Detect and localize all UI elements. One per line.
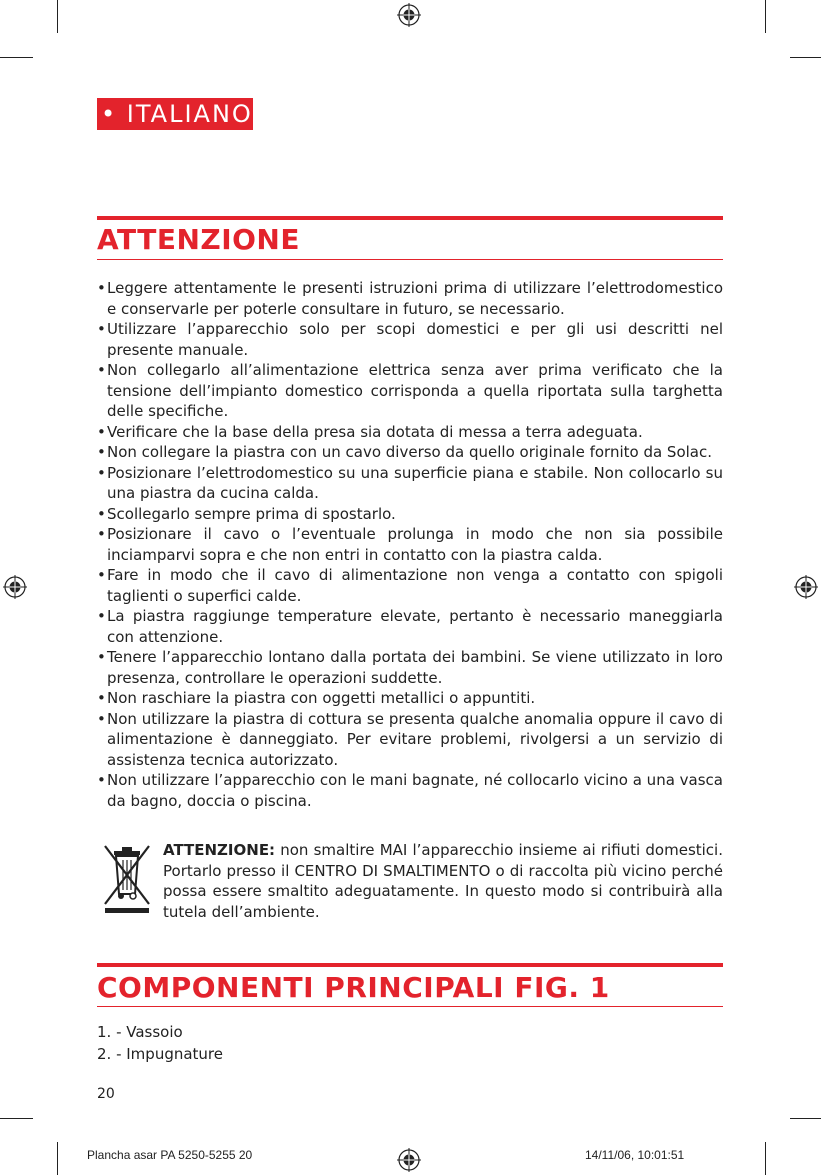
registration-mark-icon (397, 1148, 421, 1172)
list-item: • La piastra raggiunge temperature elevate, pertanto è necessario maneggiarla con attenzione. (97, 606, 723, 647)
list-item: • Scollegarlo sempre prima di spostarlo. (97, 504, 723, 525)
list-item: • Utilizzare l’apparecchio solo per scopi domestici e per gli usi descritti nel presente manuale. (97, 319, 723, 360)
disposal-label: ATTENZIONE: (163, 841, 276, 859)
components-list (97, 1022, 223, 1065)
crop-mark (765, 1142, 766, 1175)
section-title-componenti: COMPONENTI PRINCIPALI FIG. 1 (97, 971, 610, 1004)
disposal-notice (97, 840, 723, 922)
registration-mark-icon (3, 575, 27, 599)
section-underline (97, 1006, 723, 1007)
crop-mark (0, 57, 33, 58)
crop-mark (790, 57, 821, 58)
disposal-text (163, 840, 723, 922)
list-item: • Leggere attentamente le presenti istruzioni prima di utilizzare l’elettrodomestico e conservarle per poterle consultare in futuro, se necessario. (97, 278, 723, 319)
print-slug-file: Plancha asar PA 5250-5255 20 (87, 1148, 253, 1162)
list-item: • Non utilizzare l’apparecchio con le mani bagnate, né collocarlo vicino a una vasca da bagno, doccia o piscina. (97, 770, 723, 811)
page-number: 20 (97, 1086, 115, 1102)
list-item: • Non utilizzare la piastra di cottura se presenta qualche anomalia oppure il cavo di alimentazione è danneggiato. Per evitare problemi, rivolgersi a un servizio di assistenza tecnica autorizzato. (97, 709, 723, 771)
crop-mark (0, 1118, 33, 1119)
list-item: • Fare in modo che il cavo di alimentazione non venga a contatto con spigoli taglienti o superfici calde. (97, 565, 723, 606)
language-tag: • ITALIANO (97, 98, 253, 130)
list-item: • Posizionare l’elettrodomestico su una superficie piana e stabile. Non collocarlo su una piastra da cucina calda. (97, 463, 723, 504)
list-item: • Non collegare la piastra con un cavo diverso da quello originale fornito da Solac. (97, 442, 723, 463)
section-title-attenzione: ATTENZIONE (97, 223, 300, 256)
list-item: • Tenere l’apparecchio lontano dalla portata dei bambini. Se viene utilizzato in loro presenza, controllare le operazioni suddette. (97, 647, 723, 688)
crop-mark (790, 1118, 821, 1119)
crop-mark (57, 0, 58, 33)
crop-mark (765, 0, 766, 33)
list-item: 2. - Impugnature (97, 1044, 223, 1063)
crop-mark (57, 1142, 58, 1175)
warning-list (97, 278, 723, 811)
disposal-body: non smaltire MAI l’apparecchio insieme ai rifiuti domestici. Portarlo presso il CENTRO DI SMALTIMENTO o di raccolta più vicino perché possa essere smaltito adeguatamente. In questo modo si contribuirà alla tutela dell’ambiente. (163, 841, 723, 921)
section-underline (97, 259, 723, 260)
list-item: • Non raschiare la piastra con oggetti metallici o appuntiti. (97, 688, 723, 709)
list-item: 1. - Vassoio (97, 1023, 183, 1041)
registration-mark-icon (397, 3, 421, 27)
section-rule (97, 963, 723, 967)
list-item: • Posizionare il cavo o l’eventuale prolunga in modo che non sia possibile inciamparvi sopra e che non entri in contatto con la piastra calda. (97, 524, 723, 565)
registration-mark-icon (794, 575, 818, 599)
crossed-out-bin-icon (97, 842, 157, 917)
print-slug-timestamp: 14/11/06, 10:01:51 (585, 1148, 685, 1162)
section-rule (97, 216, 723, 220)
list-item: • Verificare che la base della presa sia dotata di messa a terra adeguata. (97, 422, 723, 443)
list-item: • Non collegarlo all’alimentazione elettrica senza aver prima verificato che la tensione dell’impianto domestico corrisponda a quella riportata sulla targhetta delle specifiche. (97, 360, 723, 422)
